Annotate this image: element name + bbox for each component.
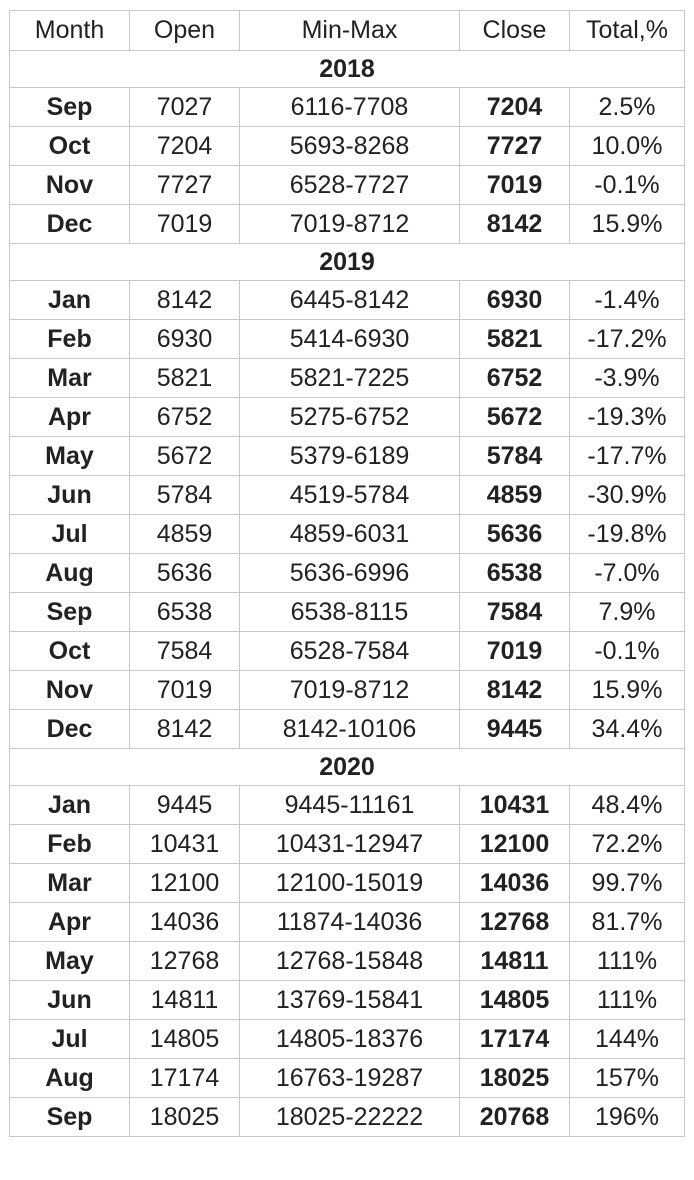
close-cell: 14811	[460, 942, 570, 981]
total-percent-cell: -17.7%	[570, 437, 685, 476]
table-row	[10, 476, 685, 515]
min-max-cell: 5275-6752	[240, 398, 460, 437]
min-max-cell: 12768-15848	[240, 942, 460, 981]
table-row	[10, 1098, 685, 1137]
open-cell: 7019	[130, 671, 240, 710]
open-cell: 8142	[130, 281, 240, 320]
total-percent-cell: -1.4%	[570, 281, 685, 320]
open-cell: 10431	[130, 825, 240, 864]
min-max-cell: 9445-11161	[240, 786, 460, 825]
total-percent-cell: -17.2%	[570, 320, 685, 359]
min-max-cell: 7019-8712	[240, 205, 460, 244]
close-cell: 7019	[460, 166, 570, 205]
table-row	[10, 281, 685, 320]
month-cell: Jun	[10, 476, 130, 515]
month-cell: Nov	[10, 166, 130, 205]
close-cell: 12100	[460, 825, 570, 864]
year-label: 2019	[10, 244, 685, 281]
table-row	[10, 127, 685, 166]
header-min-max: Min-Max	[240, 11, 460, 51]
min-max-cell: 6538-8115	[240, 593, 460, 632]
close-cell: 7727	[460, 127, 570, 166]
month-cell: Sep	[10, 593, 130, 632]
month-cell: Oct	[10, 632, 130, 671]
month-cell: Jan	[10, 281, 130, 320]
open-cell: 7584	[130, 632, 240, 671]
min-max-cell: 13769-15841	[240, 981, 460, 1020]
table-row	[10, 515, 685, 554]
total-percent-cell: -0.1%	[570, 166, 685, 205]
open-cell: 6538	[130, 593, 240, 632]
min-max-cell: 4859-6031	[240, 515, 460, 554]
price-table	[9, 10, 685, 1137]
min-max-cell: 5636-6996	[240, 554, 460, 593]
year-row	[10, 51, 685, 88]
month-cell: Dec	[10, 205, 130, 244]
total-percent-cell: -30.9%	[570, 476, 685, 515]
open-cell: 8142	[130, 710, 240, 749]
table-row	[10, 1020, 685, 1059]
month-cell: May	[10, 942, 130, 981]
total-percent-cell: -7.0%	[570, 554, 685, 593]
close-cell: 6538	[460, 554, 570, 593]
close-cell: 8142	[460, 671, 570, 710]
year-row	[10, 244, 685, 281]
close-cell: 10431	[460, 786, 570, 825]
month-cell: Apr	[10, 903, 130, 942]
month-cell: Sep	[10, 88, 130, 127]
open-cell: 5784	[130, 476, 240, 515]
total-percent-cell: 2.5%	[570, 88, 685, 127]
month-cell: Sep	[10, 1098, 130, 1137]
header-open: Open	[130, 11, 240, 51]
min-max-cell: 5693-8268	[240, 127, 460, 166]
month-cell: Jul	[10, 1020, 130, 1059]
close-cell: 5636	[460, 515, 570, 554]
table-row	[10, 786, 685, 825]
total-percent-cell: 99.7%	[570, 864, 685, 903]
min-max-cell: 8142-10106	[240, 710, 460, 749]
open-cell: 17174	[130, 1059, 240, 1098]
header-close: Close	[460, 11, 570, 51]
min-max-cell: 14805-18376	[240, 1020, 460, 1059]
total-percent-cell: -3.9%	[570, 359, 685, 398]
min-max-cell: 10431-12947	[240, 825, 460, 864]
close-cell: 7204	[460, 88, 570, 127]
total-percent-cell: 144%	[570, 1020, 685, 1059]
header-month: Month	[10, 11, 130, 51]
close-cell: 20768	[460, 1098, 570, 1137]
table-row	[10, 710, 685, 749]
month-cell: Feb	[10, 320, 130, 359]
min-max-cell: 7019-8712	[240, 671, 460, 710]
table-row	[10, 593, 685, 632]
table-row	[10, 166, 685, 205]
header-row	[10, 11, 685, 51]
total-percent-cell: 72.2%	[570, 825, 685, 864]
min-max-cell: 6528-7584	[240, 632, 460, 671]
total-percent-cell: -19.3%	[570, 398, 685, 437]
open-cell: 12100	[130, 864, 240, 903]
total-percent-cell: 81.7%	[570, 903, 685, 942]
table-row	[10, 825, 685, 864]
open-cell: 7019	[130, 205, 240, 244]
close-cell: 9445	[460, 710, 570, 749]
month-cell: Jun	[10, 981, 130, 1020]
total-percent-cell: 15.9%	[570, 205, 685, 244]
close-cell: 4859	[460, 476, 570, 515]
min-max-cell: 6445-8142	[240, 281, 460, 320]
open-cell: 9445	[130, 786, 240, 825]
year-label: 2018	[10, 51, 685, 88]
min-max-cell: 6528-7727	[240, 166, 460, 205]
month-cell: Jan	[10, 786, 130, 825]
month-cell: Aug	[10, 1059, 130, 1098]
close-cell: 6752	[460, 359, 570, 398]
total-percent-cell: 48.4%	[570, 786, 685, 825]
year-row	[10, 749, 685, 786]
total-percent-cell: -19.8%	[570, 515, 685, 554]
table-body	[10, 51, 685, 1137]
open-cell: 5672	[130, 437, 240, 476]
close-cell: 7584	[460, 593, 570, 632]
open-cell: 14811	[130, 981, 240, 1020]
table-row	[10, 942, 685, 981]
open-cell: 14805	[130, 1020, 240, 1059]
month-cell: Nov	[10, 671, 130, 710]
open-cell: 18025	[130, 1098, 240, 1137]
year-label: 2020	[10, 749, 685, 786]
open-cell: 6752	[130, 398, 240, 437]
min-max-cell: 5821-7225	[240, 359, 460, 398]
close-cell: 14036	[460, 864, 570, 903]
total-percent-cell: 157%	[570, 1059, 685, 1098]
table-row	[10, 903, 685, 942]
month-cell: Apr	[10, 398, 130, 437]
table-row	[10, 88, 685, 127]
table-row	[10, 320, 685, 359]
table-row	[10, 398, 685, 437]
open-cell: 14036	[130, 903, 240, 942]
month-cell: Dec	[10, 710, 130, 749]
close-cell: 7019	[460, 632, 570, 671]
month-cell: Aug	[10, 554, 130, 593]
table-row	[10, 864, 685, 903]
open-cell: 4859	[130, 515, 240, 554]
total-percent-cell: 111%	[570, 942, 685, 981]
total-percent-cell: 111%	[570, 981, 685, 1020]
min-max-cell: 6116-7708	[240, 88, 460, 127]
close-cell: 14805	[460, 981, 570, 1020]
close-cell: 5784	[460, 437, 570, 476]
min-max-cell: 4519-5784	[240, 476, 460, 515]
total-percent-cell: 15.9%	[570, 671, 685, 710]
min-max-cell: 11874-14036	[240, 903, 460, 942]
table-row	[10, 981, 685, 1020]
month-cell: Mar	[10, 864, 130, 903]
table-row	[10, 554, 685, 593]
table-row	[10, 437, 685, 476]
open-cell: 5636	[130, 554, 240, 593]
min-max-cell: 18025-22222	[240, 1098, 460, 1137]
close-cell: 12768	[460, 903, 570, 942]
total-percent-cell: 34.4%	[570, 710, 685, 749]
table-row	[10, 359, 685, 398]
open-cell: 7204	[130, 127, 240, 166]
close-cell: 18025	[460, 1059, 570, 1098]
close-cell: 8142	[460, 205, 570, 244]
close-cell: 5672	[460, 398, 570, 437]
month-cell: Oct	[10, 127, 130, 166]
min-max-cell: 5414-6930	[240, 320, 460, 359]
open-cell: 5821	[130, 359, 240, 398]
open-cell: 6930	[130, 320, 240, 359]
month-cell: Jul	[10, 515, 130, 554]
total-percent-cell: 196%	[570, 1098, 685, 1137]
total-percent-cell: 7.9%	[570, 593, 685, 632]
total-percent-cell: 10.0%	[570, 127, 685, 166]
table-row	[10, 671, 685, 710]
header-total-percent: Total,%	[570, 11, 685, 51]
table-row	[10, 1059, 685, 1098]
min-max-cell: 12100-15019	[240, 864, 460, 903]
month-cell: Mar	[10, 359, 130, 398]
open-cell: 12768	[130, 942, 240, 981]
close-cell: 6930	[460, 281, 570, 320]
table-row	[10, 632, 685, 671]
min-max-cell: 16763-19287	[240, 1059, 460, 1098]
month-cell: Feb	[10, 825, 130, 864]
close-cell: 17174	[460, 1020, 570, 1059]
month-cell: May	[10, 437, 130, 476]
open-cell: 7027	[130, 88, 240, 127]
min-max-cell: 5379-6189	[240, 437, 460, 476]
close-cell: 5821	[460, 320, 570, 359]
table-row	[10, 205, 685, 244]
total-percent-cell: -0.1%	[570, 632, 685, 671]
open-cell: 7727	[130, 166, 240, 205]
